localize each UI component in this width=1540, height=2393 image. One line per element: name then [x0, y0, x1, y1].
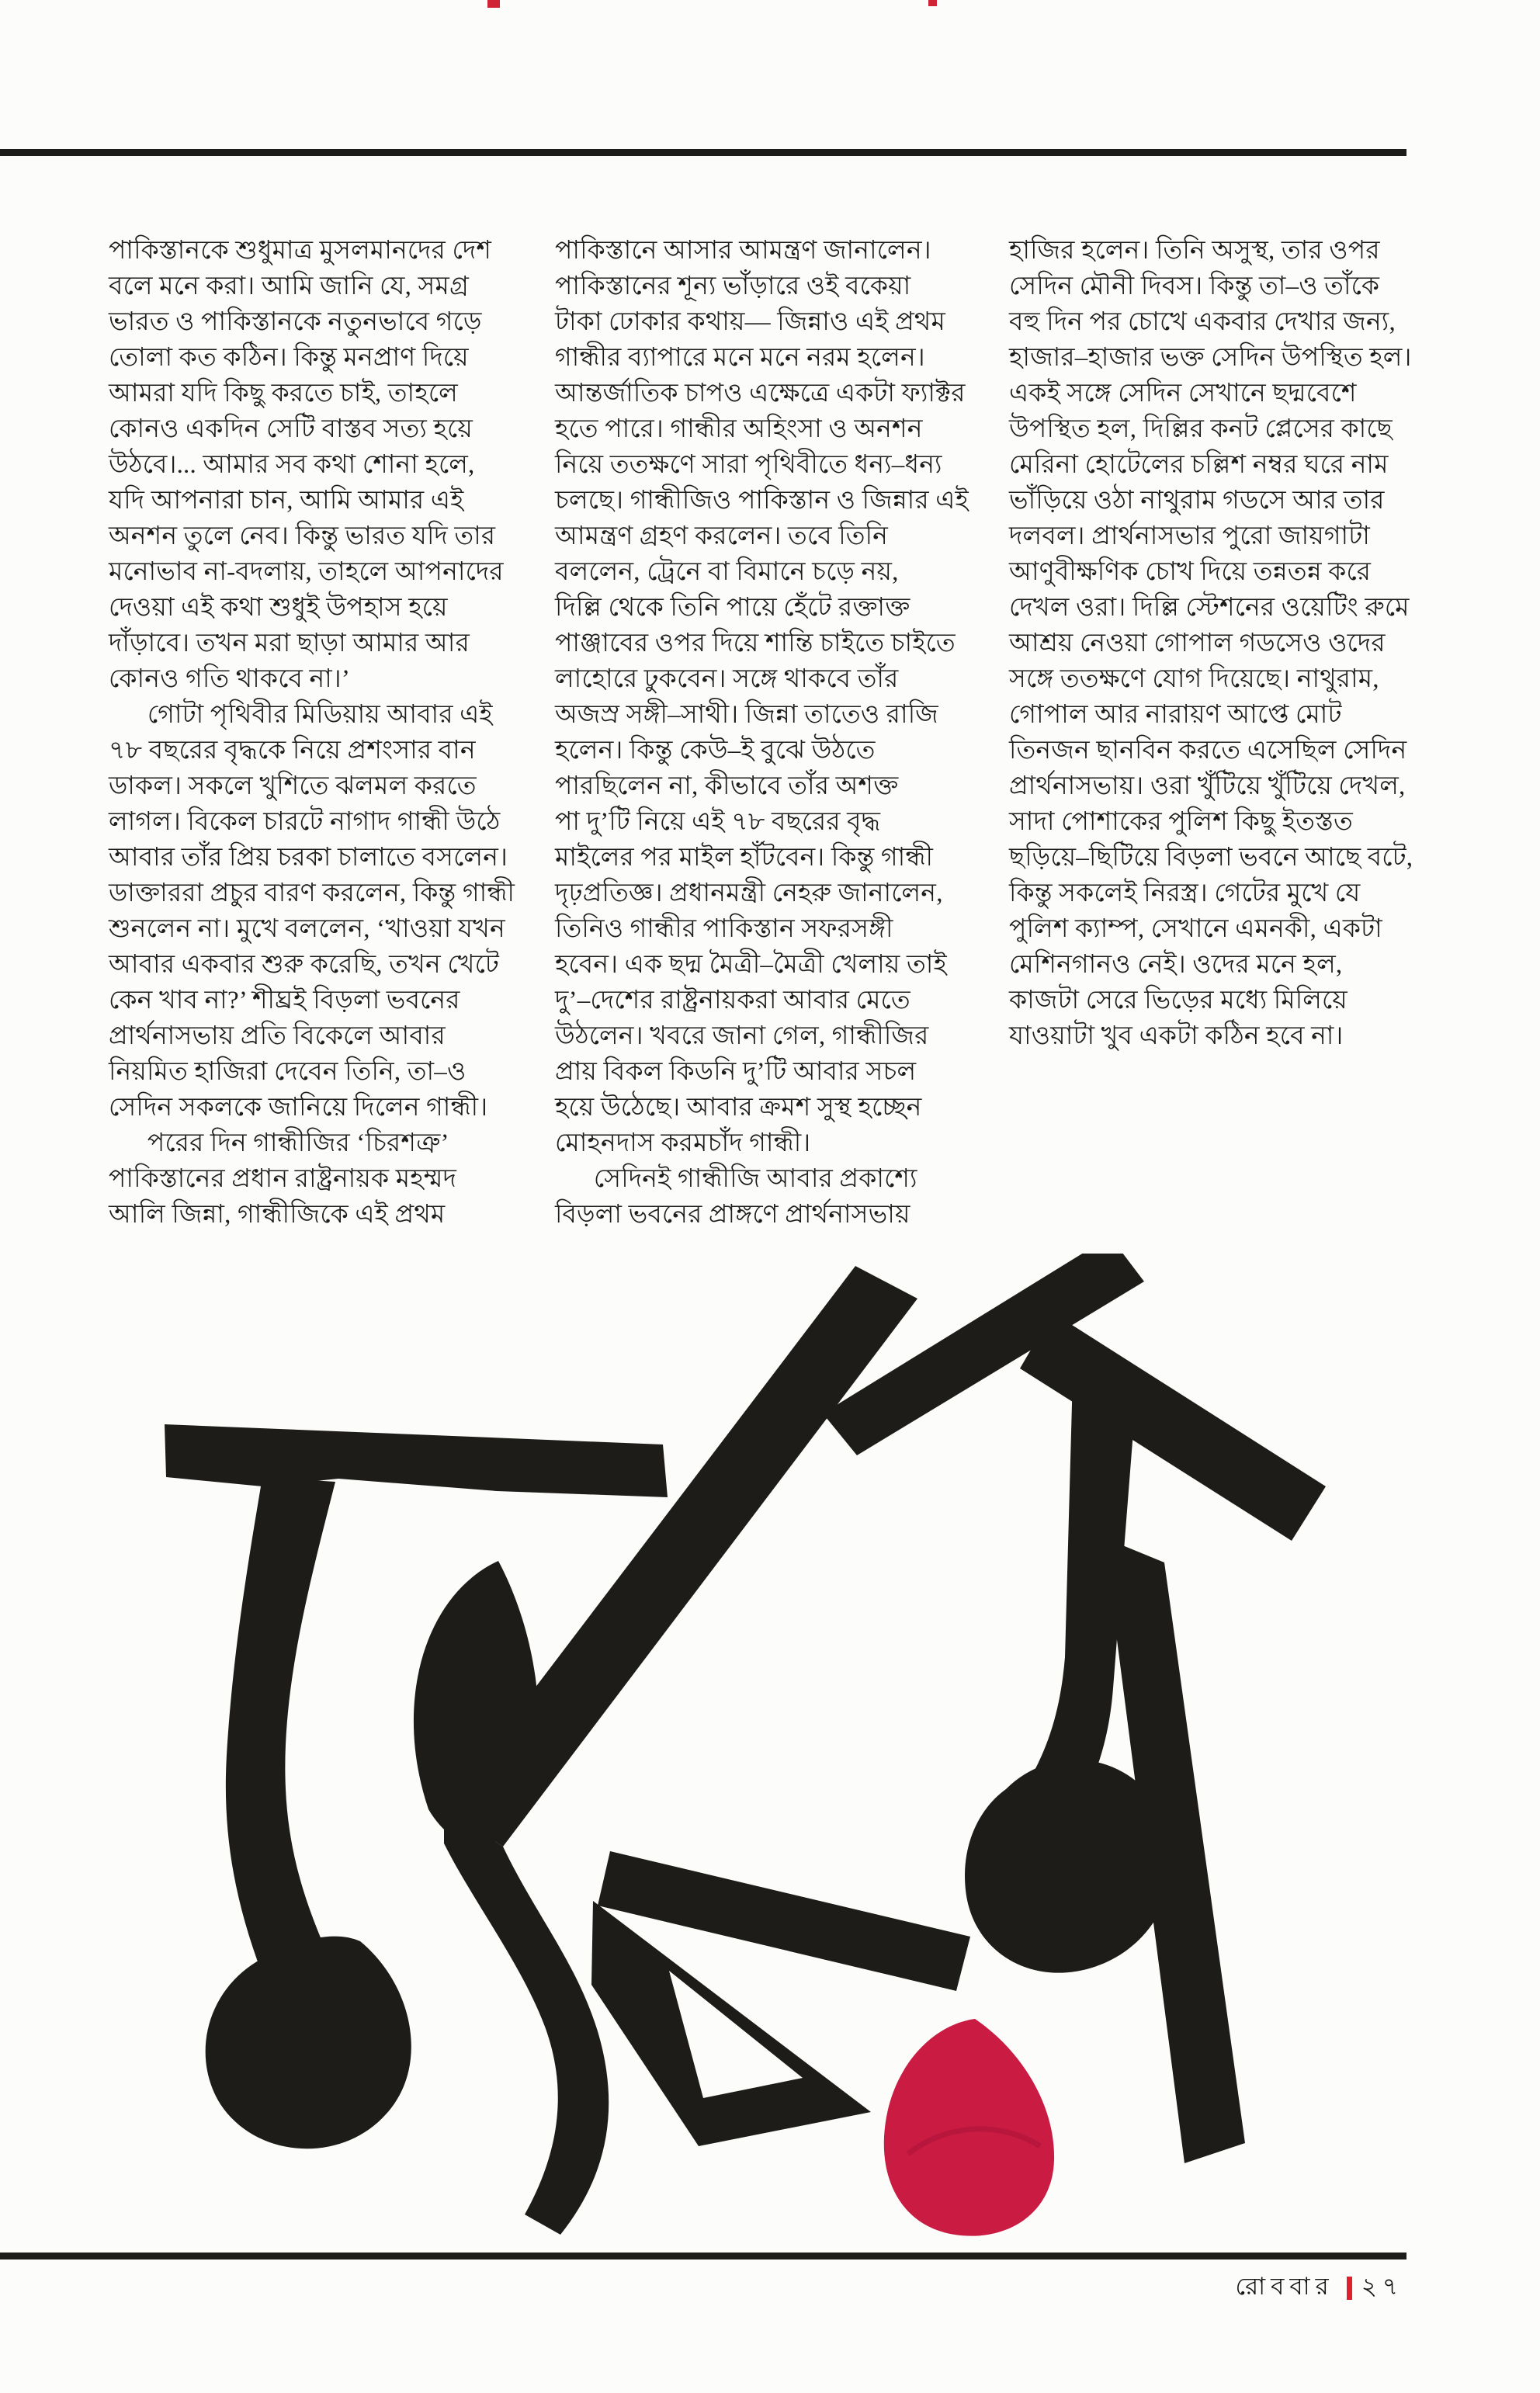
text-line: প্রার্থনাসভায় প্রতি বিকেলে আবার: [109, 1022, 446, 1050]
text-line: দৃঢ়প্রতিজ্ঞ। প্রধানমন্ত্রী নেহরু জানালেন,: [555, 879, 943, 907]
text-line: মনোভাব না-বদলায়, তাহলে আপনাদের: [109, 558, 504, 586]
text-line: আবার একবার শুরু করেছি, তখন খেটে: [109, 951, 500, 979]
text-line: উপস্থিত হল, দিল্লির কনট প্লেসের কাছে: [1009, 415, 1393, 443]
magazine-name: রোববার: [1235, 2273, 1334, 2300]
text-line: দাঁড়াবে। তখন মরা ছাড়া আমার আর: [109, 629, 470, 657]
text-line: আবার তাঁর প্রিয় চরকা চালাতে বসলেন।: [109, 844, 508, 872]
text-line: ভারত ও পাকিস্তানকে নতুনভাবে গড়ে: [109, 308, 482, 336]
text-line: একই সঙ্গে সেদিন সেখানে ছদ্মবেশে: [1009, 380, 1357, 408]
text-line: তিনিও গান্ধীর পাকিস্তান সফরসঙ্গী: [555, 915, 893, 943]
text-line: দু’–দেশের রাষ্ট্রনায়করা আবার মেতে: [555, 987, 910, 1014]
text-line: চলছে। গান্ধীজিও পাকিস্তান ও জিন্নার এই: [555, 487, 969, 515]
text-line: আশ্রয় নেওয়া গোপাল গডসেও ওদের: [1009, 629, 1386, 657]
text-line: ডাকল। সকলে খুশিতে ঝলমল করতে: [109, 772, 477, 800]
text-line: ভাঁড়িয়ে ওঠা নাথুরাম গডসে আর তার: [1009, 487, 1385, 515]
text-line: বিড়লা ভবনের প্রাঙ্গণে প্রার্থনাসভায়: [555, 1201, 910, 1229]
ink-stroke: [1020, 1313, 1326, 1541]
text-line: মেরিনা হোটেলের চল্লিশ নম্বর ঘরে নাম: [1009, 451, 1389, 479]
text-line: বলে মনে করা। আমি জানি যে, সমগ্র: [109, 272, 469, 300]
text-line: যাওয়াটা খুব একটা কঠিন হবে না।: [1009, 1022, 1344, 1050]
ink-stroke: [226, 1477, 335, 1979]
text-line: গান্ধীর ব্যাপারে মনে মনে নরম হলেন।: [555, 344, 925, 372]
text-line: কিন্তু সকলেই নিরস্ত্র। গেটের মুখে যে: [1009, 879, 1361, 907]
text-line: পাকিস্তানের প্রধান রাষ্ট্রনায়ক মহম্মদ: [109, 1165, 457, 1193]
ink-stroke: [444, 1266, 917, 1847]
text-line: পাঞ্জাবের ওপর দিয়ে শান্তি চাইতে চাইতে: [555, 629, 956, 657]
text-line: অনশন তুলে নেব। কিন্তু ভারত যদি তার: [109, 522, 496, 550]
top-rule: [0, 149, 1406, 156]
text-line: কোনও একদিন সেটি বাস্তব সত্য হয়ে: [109, 415, 473, 443]
text-line: হয়ে উঠেছে। আবার ক্রমশ সুস্থ হচ্ছেন: [555, 1094, 922, 1122]
text-line: প্রায় বিকল কিডনি দু’টি আবার সচল: [555, 1058, 917, 1086]
text-line: কাজটা সেরে ভিড়ের মধ্যে মিলিয়ে: [1009, 987, 1348, 1014]
text-line: মাইলের পর মাইল হাঁটবেন। কিন্তু গান্ধী: [555, 844, 934, 872]
text-line: অজস্র সঙ্গী–সাথী। জিন্না তাতেও রাজি: [555, 701, 938, 729]
page-footer: [1236, 2268, 1403, 2308]
print-registration-mark: [928, 0, 937, 6]
text-line: আলি জিন্না, গান্ধীজিকে এই প্রথম: [109, 1201, 446, 1229]
text-line: উঠলেন। খবরে জানা গেল, গান্ধীজির: [555, 1022, 929, 1050]
ink-stroke: [165, 1424, 668, 1497]
text-line: তিনজন ছানবিন করতে এসেছিল সেদিন: [1009, 737, 1407, 765]
text-line: ডাক্তাররা প্রচুর বারণ করলেন, কিন্তু গান্ধী: [109, 879, 515, 907]
text-line: পরের দিন গান্ধীজির ‘চিরশত্রু’: [109, 1129, 449, 1157]
text-line: পা দু’টি নিয়ে এই ৭৮ বছরের বৃদ্ধ: [555, 808, 881, 836]
text-line: হাজার–হাজার ভক্ত সেদিন উপস্থিত হল।: [1009, 344, 1412, 372]
text-line: আন্তর্জাতিক চাপও এক্ষেত্রে একটা ফ্যাক্টর: [555, 380, 966, 408]
text-line: হলেন। কিন্তু কেউ–ই বুঝে উঠতে: [555, 737, 876, 765]
text-line: সেদিন সকলকে জানিয়ে দিলেন গান্ধী।: [109, 1094, 488, 1122]
text-line: ৭৮ বছরের বৃদ্ধকে নিয়ে প্রশংসার বান: [109, 737, 476, 765]
text-column-3: [1009, 233, 1424, 1054]
text-line: বহু দিন পর চোখে একবার দেখার জন্য,: [1009, 308, 1396, 336]
text-line: নিয়ে ততক্ষণে সারা পৃথিবীতে ধন্য–ধন্য: [555, 451, 942, 479]
text-line: হবেন। এক ছদ্ম মৈত্রী–মৈত্রী খেলায় তাই: [555, 951, 947, 979]
text-line: হতে পারে। গান্ধীর অহিংসা ও অনশন: [555, 415, 923, 443]
text-line: কোনও গতি থাকবে না।’: [109, 665, 351, 693]
text-column-2: [555, 233, 969, 1233]
text-line: আমরা যদি কিছু করতে চাই, তাহলে: [109, 380, 458, 408]
text-line: দিল্লি থেকে তিনি পায়ে হেঁটে রক্তাক্ত: [555, 594, 910, 622]
text-line: সেদিন মৌনী দিবস। কিন্তু তা–ও তাঁকে: [1009, 272, 1380, 300]
text-line: বললেন, ট্রেনে বা বিমানে চড়ে নয়,: [555, 558, 899, 586]
footer-separator-bar: [1347, 2277, 1352, 2300]
text-line: লাগল। বিকেল চারটে নাগাদ গান্ধী উঠে: [109, 808, 501, 836]
text-line: মেশিনগানও নেই। ওদের মনে হল,: [1009, 951, 1343, 979]
text-line: সাদা পোশাকের পুলিশ কিছু ইতস্তত: [1009, 808, 1353, 836]
text-line: দেখল ওরা। দিল্লি স্টেশনের ওয়েটিং রুমে: [1009, 594, 1410, 622]
print-registration-mark: [487, 0, 500, 8]
text-line: যদি আপনারা চান, আমি আমার এই: [109, 487, 464, 515]
text-line: আণুবীক্ষণিক চোখ দিয়ে তন্নতন্ন করে: [1009, 558, 1372, 586]
text-line: আমন্ত্রণ গ্রহণ করলেন। তবে তিনি: [555, 522, 889, 550]
text-line: গোটা পৃথিবীর মিডিয়ায় আবার এই: [109, 701, 493, 729]
text-line: টাকা ঢোকার কথায়— জিন্নাও এই প্রথম: [555, 308, 946, 336]
text-line: মোহনদাস করমচাঁদ গান্ধী।: [555, 1129, 811, 1157]
text-line: সঙ্গে ততক্ষণে যোগ দিয়েছে। নাথুরাম,: [1009, 665, 1379, 693]
text-line: কেন খাব না?’ শীঘ্রই বিড়লা ভবনের: [109, 987, 460, 1014]
footer-rule: [0, 2253, 1406, 2259]
text-line: লাহোরে ঢুকবেন। সঙ্গে থাকবে তাঁর: [555, 665, 899, 693]
text-line: হাজির হলেন। তিনি অসুস্থ, তার ওপর: [1009, 237, 1380, 265]
text-line: উঠবে।... আমার সব কথা শোনা হলে,: [109, 451, 475, 479]
text-line: শুনলেন না। মুখে বললেন, ‘খাওয়া যখন: [109, 915, 505, 943]
text-line: গোপাল আর নারায়ণ আপ্তে মোট: [1009, 701, 1342, 729]
text-line: তোলা কত কঠিন। কিন্তু মনপ্রাণ দিয়ে: [109, 344, 469, 372]
text-line: ছড়িয়ে–ছিটিয়ে বিড়লা ভবনে আছে বটে,: [1009, 844, 1413, 872]
ink-blob: [206, 1937, 411, 2149]
ink-stroke: [444, 1808, 609, 2235]
page-number: ২৭: [1361, 2273, 1403, 2300]
text-line: পারছিলেন না, কীভাবে তাঁর অশক্ত: [555, 772, 899, 800]
text-column-1: [109, 233, 515, 1233]
text-line: পাকিস্তানের শূন্য ভাঁড়ারে ওই বকেয়া: [555, 272, 911, 300]
text-line: পুলিশ ক্যাম্প, সেখানে এমনকী, একটা: [1009, 915, 1382, 943]
text-line: দলবল। প্রার্থনাসভার পুরো জায়গাটা: [1009, 522, 1371, 550]
text-line: দেওয়া এই কথা শুধুই উপহাস হয়ে: [109, 594, 448, 622]
text-line: পাকিস্তানে আসার আমন্ত্রণ জানালেন।: [555, 237, 931, 265]
text-line: প্রার্থনাসভায়। ওরা খুঁটিয়ে খুঁটিয়ে দেখল,: [1009, 772, 1406, 800]
text-line: সেদিনই গান্ধীজি আবার প্রকাশ্যে: [555, 1165, 917, 1193]
calligraphy-artwork: [78, 1254, 1444, 2255]
text-line: পাকিস্তানকে শুধুমাত্র মুসলমানদের দেশ: [109, 237, 492, 265]
text-line: নিয়মিত হাজিরা দেবেন তিনি, তা–ও: [109, 1058, 467, 1086]
